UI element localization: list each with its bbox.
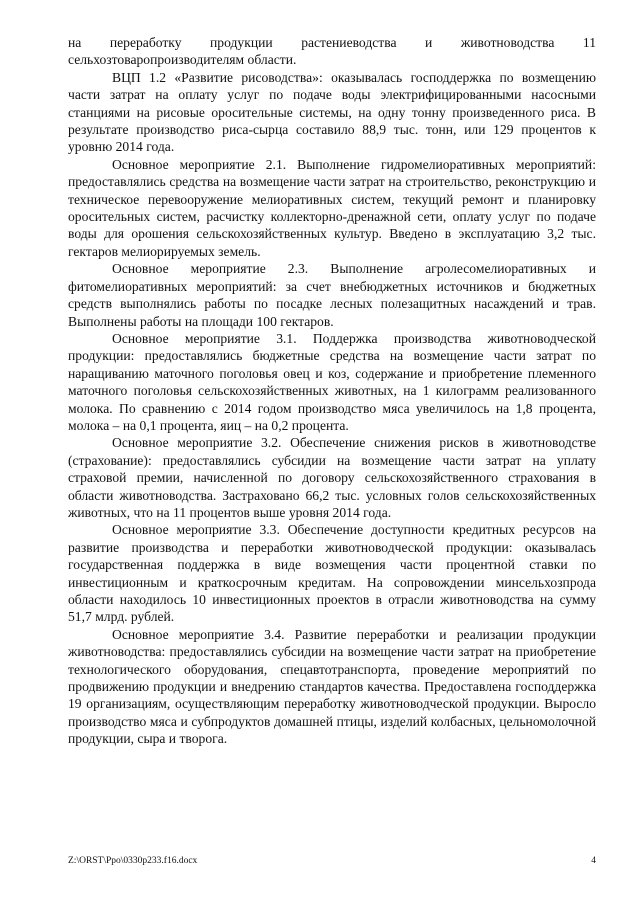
paragraph-7: Основное мероприятие 3.3. Обеспечение доступности кредитных ресурсов на развитие производства и переработки животноводческой продукции: оказывалась государственная поддержка в виде возмещения части процентной ставки по инвестиционным и краткосрочным кредитам. На сопровождении минсельхозпрода области находилось 10 инвестиционных проектов в отрасли животноводства на сумму 51,7 млрд. рублей. (68, 522, 596, 625)
paragraph-4: Основное мероприятие 2.3. Выполнение агролесомелиоративных и фитомелиоративных мероприятий: за счет внебюджетных источников и бюджетных средств выполнялись работы по посадке лесных полезащитных насаждений и трав. Выполнены работы на площади 100 гектаров. (68, 261, 596, 329)
paragraph-3: Основное мероприятие 2.1. Выполнение гидромелиоративных мероприятий: предоставлялись средства на возмещение части затрат на строительство, реконструкцию и техническое перевооружение мелиоративных систем, текущий ремонт и планировку оросительных систем, расчистку коллекторно-дренажной сети, оплату услуг по подаче воды для орошения сельскохозяйственных культур. Введено в эксплуатацию 3,2 тыс. гектаров мелиорируемых земель. (68, 156, 596, 259)
footer-page-number: 4 (591, 856, 596, 866)
document-body (68, 34, 596, 748)
paragraph-5: Основное мероприятие 3.1. Поддержка производства животноводческой продукции: предоставлялись бюджетные средства на возмещение части затрат по наращиванию маточного поголовья овец и коз, содержание и приобретение племенного маточного поголовья сельскохозяйственных животных, на 1 килограмм реализованного молока. По сравнению с 2014 годом производство мяса увеличилось на 1,8 процента, молока – на 0,1 процента, яиц – на 0,2 процента. (68, 330, 596, 433)
paragraph-1: на переработку продукции растениеводства и животноводства 11 сельхозтоваропроизводителям области. (68, 35, 596, 68)
page-footer (68, 856, 596, 866)
footer-file-path: Z:\ORST\Ppo\0330p233.f16.docx (68, 856, 198, 866)
paragraph-2: ВЦП 1.2 «Развитие рисоводства»: оказывалась господдержка по возмещению части затрат на оплату услуг по подаче воды электрифицированными насосными станциями на рисовые оросительные системы, на одну тонну произведенного риса. В результате производство риса-сырца составило 88,9 тыс. тонн, или 129 процентов к уровню 2014 года. (68, 69, 596, 155)
paragraph-6: Основное мероприятие 3.2. Обеспечение снижения рисков в животноводстве (страхование): предоставлялись субсидии на возмещение части затрат на уплату страховой премии, начисленной по договору сельскохозяйственного страхования в области животноводства. Застраховано 66,2 тыс. условных голов сельскохозяйственных животных, что на 11 процентов выше уровня 2014 года. (68, 435, 596, 520)
paragraph-8: Основное мероприятие 3.4. Развитие переработки и реализации продукции животноводства: предоставлялись субсидии на возмещение части затрат на приобретение технологического оборудования, спецавтотранспорта, проведение мероприятий по продвижению продукции и внедрению стандартов качества. Предоставлена господдержка 19 организациям, осуществляющим переработку животноводческой продукции. Выросло производство мяса и субпродуктов домашней птицы, изделий колбасных, цельномолочной продукции, сыра и творога. (68, 626, 596, 747)
